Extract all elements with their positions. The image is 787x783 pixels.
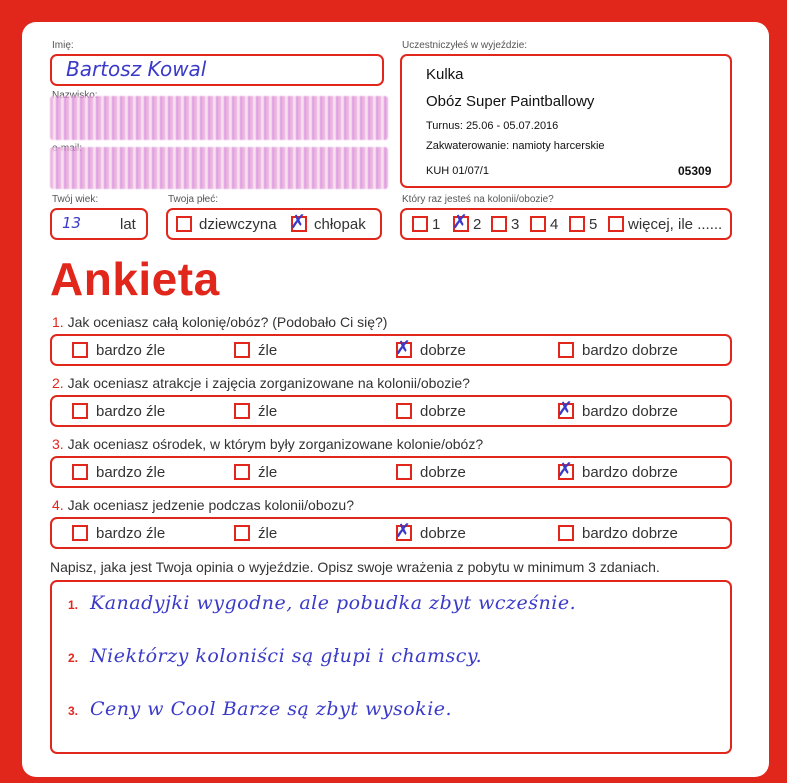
camp-number: 05309 (678, 164, 712, 178)
gender-girl-checkbox[interactable] (176, 216, 192, 232)
q4-option-bad-label: źle (258, 525, 278, 542)
q3-option-very-good-label: bardzo dobrze (582, 464, 678, 481)
participant-label: Uczestniczyłeś w wyjeździe: (402, 40, 528, 51)
age-handwritten-value: 13 (62, 214, 82, 232)
q2-option-very-bad-label: bardzo źle (96, 403, 166, 420)
opinion-line-number: 3. (68, 704, 79, 718)
email-redacted-area (50, 147, 388, 189)
camp-accommodation: Zakwaterowanie: namioty harcerskie (426, 140, 605, 152)
question-2 (52, 375, 470, 391)
q3-option-very-bad[interactable] (72, 464, 88, 480)
age-unit: lat (120, 216, 136, 233)
name-handwritten-value: Bartosz Kowal (66, 57, 207, 81)
question-text: Jak oceniasz ośrodek, w którym były zorganizowane kolonie/obóz? (67, 436, 484, 452)
camp-name: Kulka (426, 66, 464, 83)
opinion-line-2: Niektórzy koloniści są głupi i chamscy. (90, 645, 483, 667)
opinion-line-number: 2. (68, 651, 79, 665)
q2-option-good-label: dobrze (420, 403, 466, 420)
camp-title: Obóz Super Paintballowy (426, 93, 595, 110)
q1-option-good-label: dobrze (420, 342, 466, 359)
question-number: 2. (52, 375, 64, 391)
times-5-label: 5 (589, 216, 598, 233)
opinion-line-number: 1. (68, 598, 79, 612)
q4-option-good[interactable] (395, 520, 412, 542)
times-3-label: 3 (511, 216, 520, 233)
q1-option-very-good-label: bardzo dobrze (582, 342, 678, 359)
camp-turnus: Turnus: 25.06 - 05.07.2016 (426, 120, 559, 132)
gender-label: Twoja płeć: (168, 194, 219, 205)
question-text: Jak oceniasz całą kolonię/obóz? (Podobało Ci się?) (67, 314, 388, 330)
q1-option-very-good[interactable] (558, 342, 574, 358)
q2-option-bad-label: źle (258, 403, 278, 420)
question-3 (52, 436, 483, 452)
times-4-checkbox[interactable] (530, 216, 546, 232)
q1-option-good[interactable] (395, 337, 412, 359)
question-1 (52, 314, 387, 330)
times-1-label: 1 (432, 216, 441, 233)
q4-option-very-bad[interactable] (72, 525, 88, 541)
q4-option-good-label: dobrze (420, 525, 466, 542)
q4-option-very-good[interactable] (558, 525, 574, 541)
q4-option-bad[interactable] (234, 525, 250, 541)
question-number: 4. (52, 497, 64, 513)
surname-redacted-area (50, 96, 388, 140)
opinion-line-1: Kanadyjki wygodne, ale pobudka zbyt wcześnie. (90, 592, 577, 614)
times-5-checkbox[interactable] (569, 216, 585, 232)
gender-girl-label: dziewczyna (199, 216, 277, 233)
q3-option-good[interactable] (396, 464, 412, 480)
question-text: Jak oceniasz jedzenie podczas kolonii/obozu? (67, 497, 354, 513)
gender-boy-checkbox[interactable] (290, 211, 307, 233)
q3-option-bad[interactable] (234, 464, 250, 480)
q1-option-bad[interactable] (234, 342, 250, 358)
check-mark-icon: ✗ (557, 398, 573, 420)
times-2-label: 2 (473, 216, 482, 233)
q2-option-good[interactable] (396, 403, 412, 419)
q3-option-very-bad-label: bardzo źle (96, 464, 166, 481)
times-more-checkbox[interactable] (608, 216, 624, 232)
check-mark-icon: ✗ (395, 520, 411, 542)
times-3-checkbox[interactable] (491, 216, 507, 232)
times-4-label: 4 (550, 216, 559, 233)
times-1-checkbox[interactable] (412, 216, 428, 232)
q3-option-good-label: dobrze (420, 464, 466, 481)
check-mark-icon: ✗ (557, 459, 573, 481)
name-label: Imię: (52, 40, 74, 51)
question-number: 3. (52, 436, 64, 452)
q4-option-very-bad-label: bardzo źle (96, 525, 166, 542)
q1-option-very-bad[interactable] (72, 342, 88, 358)
opinion-line-3: Ceny w Cool Barze są zbyt wysokie. (90, 698, 453, 720)
question-text: Jak oceniasz atrakcje i zajęcia zorganizowane na kolonii/obozie? (67, 375, 470, 391)
q3-option-bad-label: źle (258, 464, 278, 481)
check-mark-icon: ✗ (395, 337, 411, 359)
survey-title: Ankieta (50, 253, 220, 305)
times-2-checkbox[interactable] (452, 211, 469, 233)
gender-boy-label: chłopak (314, 216, 366, 233)
q4-option-very-good-label: bardzo dobrze (582, 525, 678, 542)
q2-option-bad[interactable] (234, 403, 250, 419)
times-label: Który raz jesteś na kolonii/obozie? (402, 194, 554, 205)
camp-code: KUH 01/07/1 (426, 165, 489, 177)
q3-option-very-good[interactable] (557, 459, 574, 481)
q2-option-very-good[interactable] (557, 398, 574, 420)
q1-option-very-bad-label: bardzo źle (96, 342, 166, 359)
q2-option-very-bad[interactable] (72, 403, 88, 419)
q1-option-bad-label: źle (258, 342, 278, 359)
opinion-prompt: Napisz, jaka jest Twoja opinia o wyjeździe. Opisz swoje wrażenia z pobytu w minimum 3 zdaniach. (50, 559, 660, 575)
check-mark-icon: ✗ (290, 211, 306, 233)
question-number: 1. (52, 314, 64, 330)
check-mark-icon: ✗ (452, 211, 468, 233)
age-label: Twój wiek: (52, 194, 99, 205)
question-4 (52, 497, 354, 513)
times-more-label: więcej, ile ...... (628, 216, 723, 233)
q2-option-very-good-label: bardzo dobrze (582, 403, 678, 420)
